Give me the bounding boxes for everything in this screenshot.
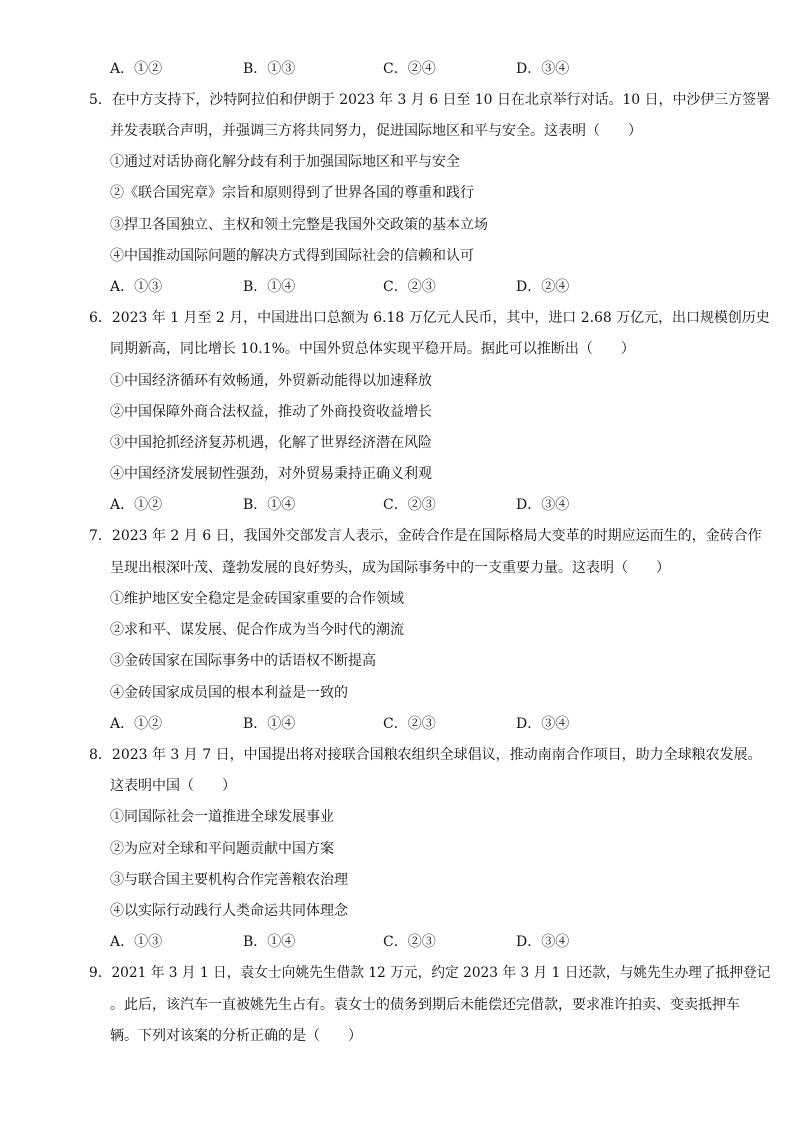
question-stem: 5．在中方支持下，沙特阿拉伯和伊朗于 2023 年 3 月 6 日至 10 日在北京举行对话。10 日，中沙伊三方签署 [89, 92, 771, 108]
choice-b: B．①④ [243, 716, 296, 732]
statement-item: ④以实际行动践行人类命运共同体理念 [110, 903, 348, 919]
answer-choices [110, 495, 710, 515]
statement-item: ④中国推动国际问题的解决方式得到国际社会的信赖和认可 [110, 248, 474, 264]
choice-c: C．②③ [383, 934, 436, 950]
statement-item: ④金砖国家成员国的根本利益是一致的 [110, 685, 348, 701]
choice-a: A．①③ [110, 934, 163, 950]
choice-a: A．①② [110, 497, 163, 513]
statement-item: ①通过对话协商化解分歧有利于加强国际地区和平与安全 [110, 154, 460, 170]
statement-item: ①中国经济循环有效畅通，外贸新动能得以加速释放 [110, 373, 432, 389]
choice-b: B．①③ [243, 61, 296, 77]
choice-d: D．③④ [516, 497, 570, 513]
statement-item: ①维护地区安全稳定是金砖国家重要的合作领域 [110, 591, 404, 607]
choice-a: A．①② [110, 61, 163, 77]
question-stem: 并发表联合声明，并强调三方将共同努力，促进国际地区和平与安全。这表明（ ） [110, 123, 642, 139]
answer-choices [110, 277, 710, 297]
statement-item: ④中国经济发展韧性强劲，对外贸易秉持正确义利观 [110, 466, 432, 482]
choice-b: B．①④ [243, 934, 296, 950]
question-stem: 8．2023 年 3 月 7 日，中国提出将对接联合国粮农组织全球倡议，推动南南合作项目，助力全球粮农发展。 [89, 747, 762, 763]
choice-c: C．②④ [383, 61, 436, 77]
choice-d: D．②④ [516, 279, 570, 295]
choice-a: A．①③ [110, 279, 163, 295]
question-stem: 这表明中国（ ） [110, 778, 236, 794]
statement-item: ③与联合国主要机构合作完善粮农治理 [110, 872, 348, 888]
choice-b: B．①④ [243, 279, 296, 295]
statement-item: ②求和平、谋发展、促合作成为当今时代的潮流 [110, 622, 404, 638]
choice-d: D．③④ [516, 934, 570, 950]
choice-a: A．①② [110, 716, 163, 732]
question-stem: 同期新高，同比增长 10.1%。中国外贸总体实现平稳开局。据此可以推断出（ ） [110, 341, 635, 357]
question-stem: 6．2023 年 1 月至 2 月，中国进出口总额为 6.18 万亿元人民币，其中，进口 2.68 万亿元，出口规模创历史 [89, 310, 770, 326]
statement-item: ①同国际社会一道推进全球发展事业 [110, 809, 334, 825]
choice-c: C．②③ [383, 497, 436, 513]
statement-item: ②为应对全球和平问题贡献中国方案 [110, 841, 334, 857]
choice-d: D．③④ [516, 716, 570, 732]
question-stem: 7．2023 年 2 月 6 日，我国外交部发言人表示，金砖合作是在国际格局大变革的时期应运而生的，金砖合作 [89, 528, 762, 544]
choice-d: D．③④ [516, 61, 570, 77]
choice-b: B．①④ [243, 497, 296, 513]
question-stem: 。此后，该汽车一直被姚先生占有。袁女士的债务到期后未能偿还完借款，要求准许拍卖、变卖抵押车 [110, 997, 740, 1013]
choice-c: C．②③ [383, 279, 436, 295]
answer-choices-q4 [110, 59, 710, 79]
statement-item: ②中国保障外商合法权益，推动了外商投资收益增长 [110, 404, 432, 420]
statement-item: ③金砖国家在国际事务中的话语权不断提高 [110, 653, 376, 669]
statement-item: ③中国抢抓经济复苏机遇，化解了世界经济潜在风险 [110, 435, 432, 451]
choice-c: C．②③ [383, 716, 436, 732]
statement-item: ③捍卫各国独立、主权和领土完整是我国外交政策的基本立场 [110, 217, 488, 233]
answer-choices [110, 714, 710, 734]
answer-choices [110, 932, 710, 952]
statement-item: ②《联合国宪章》宗旨和原则得到了世界各国的尊重和践行 [110, 185, 474, 201]
question-stem: 呈现出根深叶茂、蓬勃发展的良好势头，成为国际事务中的一支重要力量。这表明（ ） [110, 560, 670, 576]
question-stem: 9．2021 年 3 月 1 日，袁女士向姚先生借款 12 万元，约定 2023 年 3 月 1 日还款，与姚先生办理了抵押登记 [89, 965, 771, 981]
question-stem: 辆。下列对该案的分析正确的是（ ） [110, 1028, 362, 1044]
